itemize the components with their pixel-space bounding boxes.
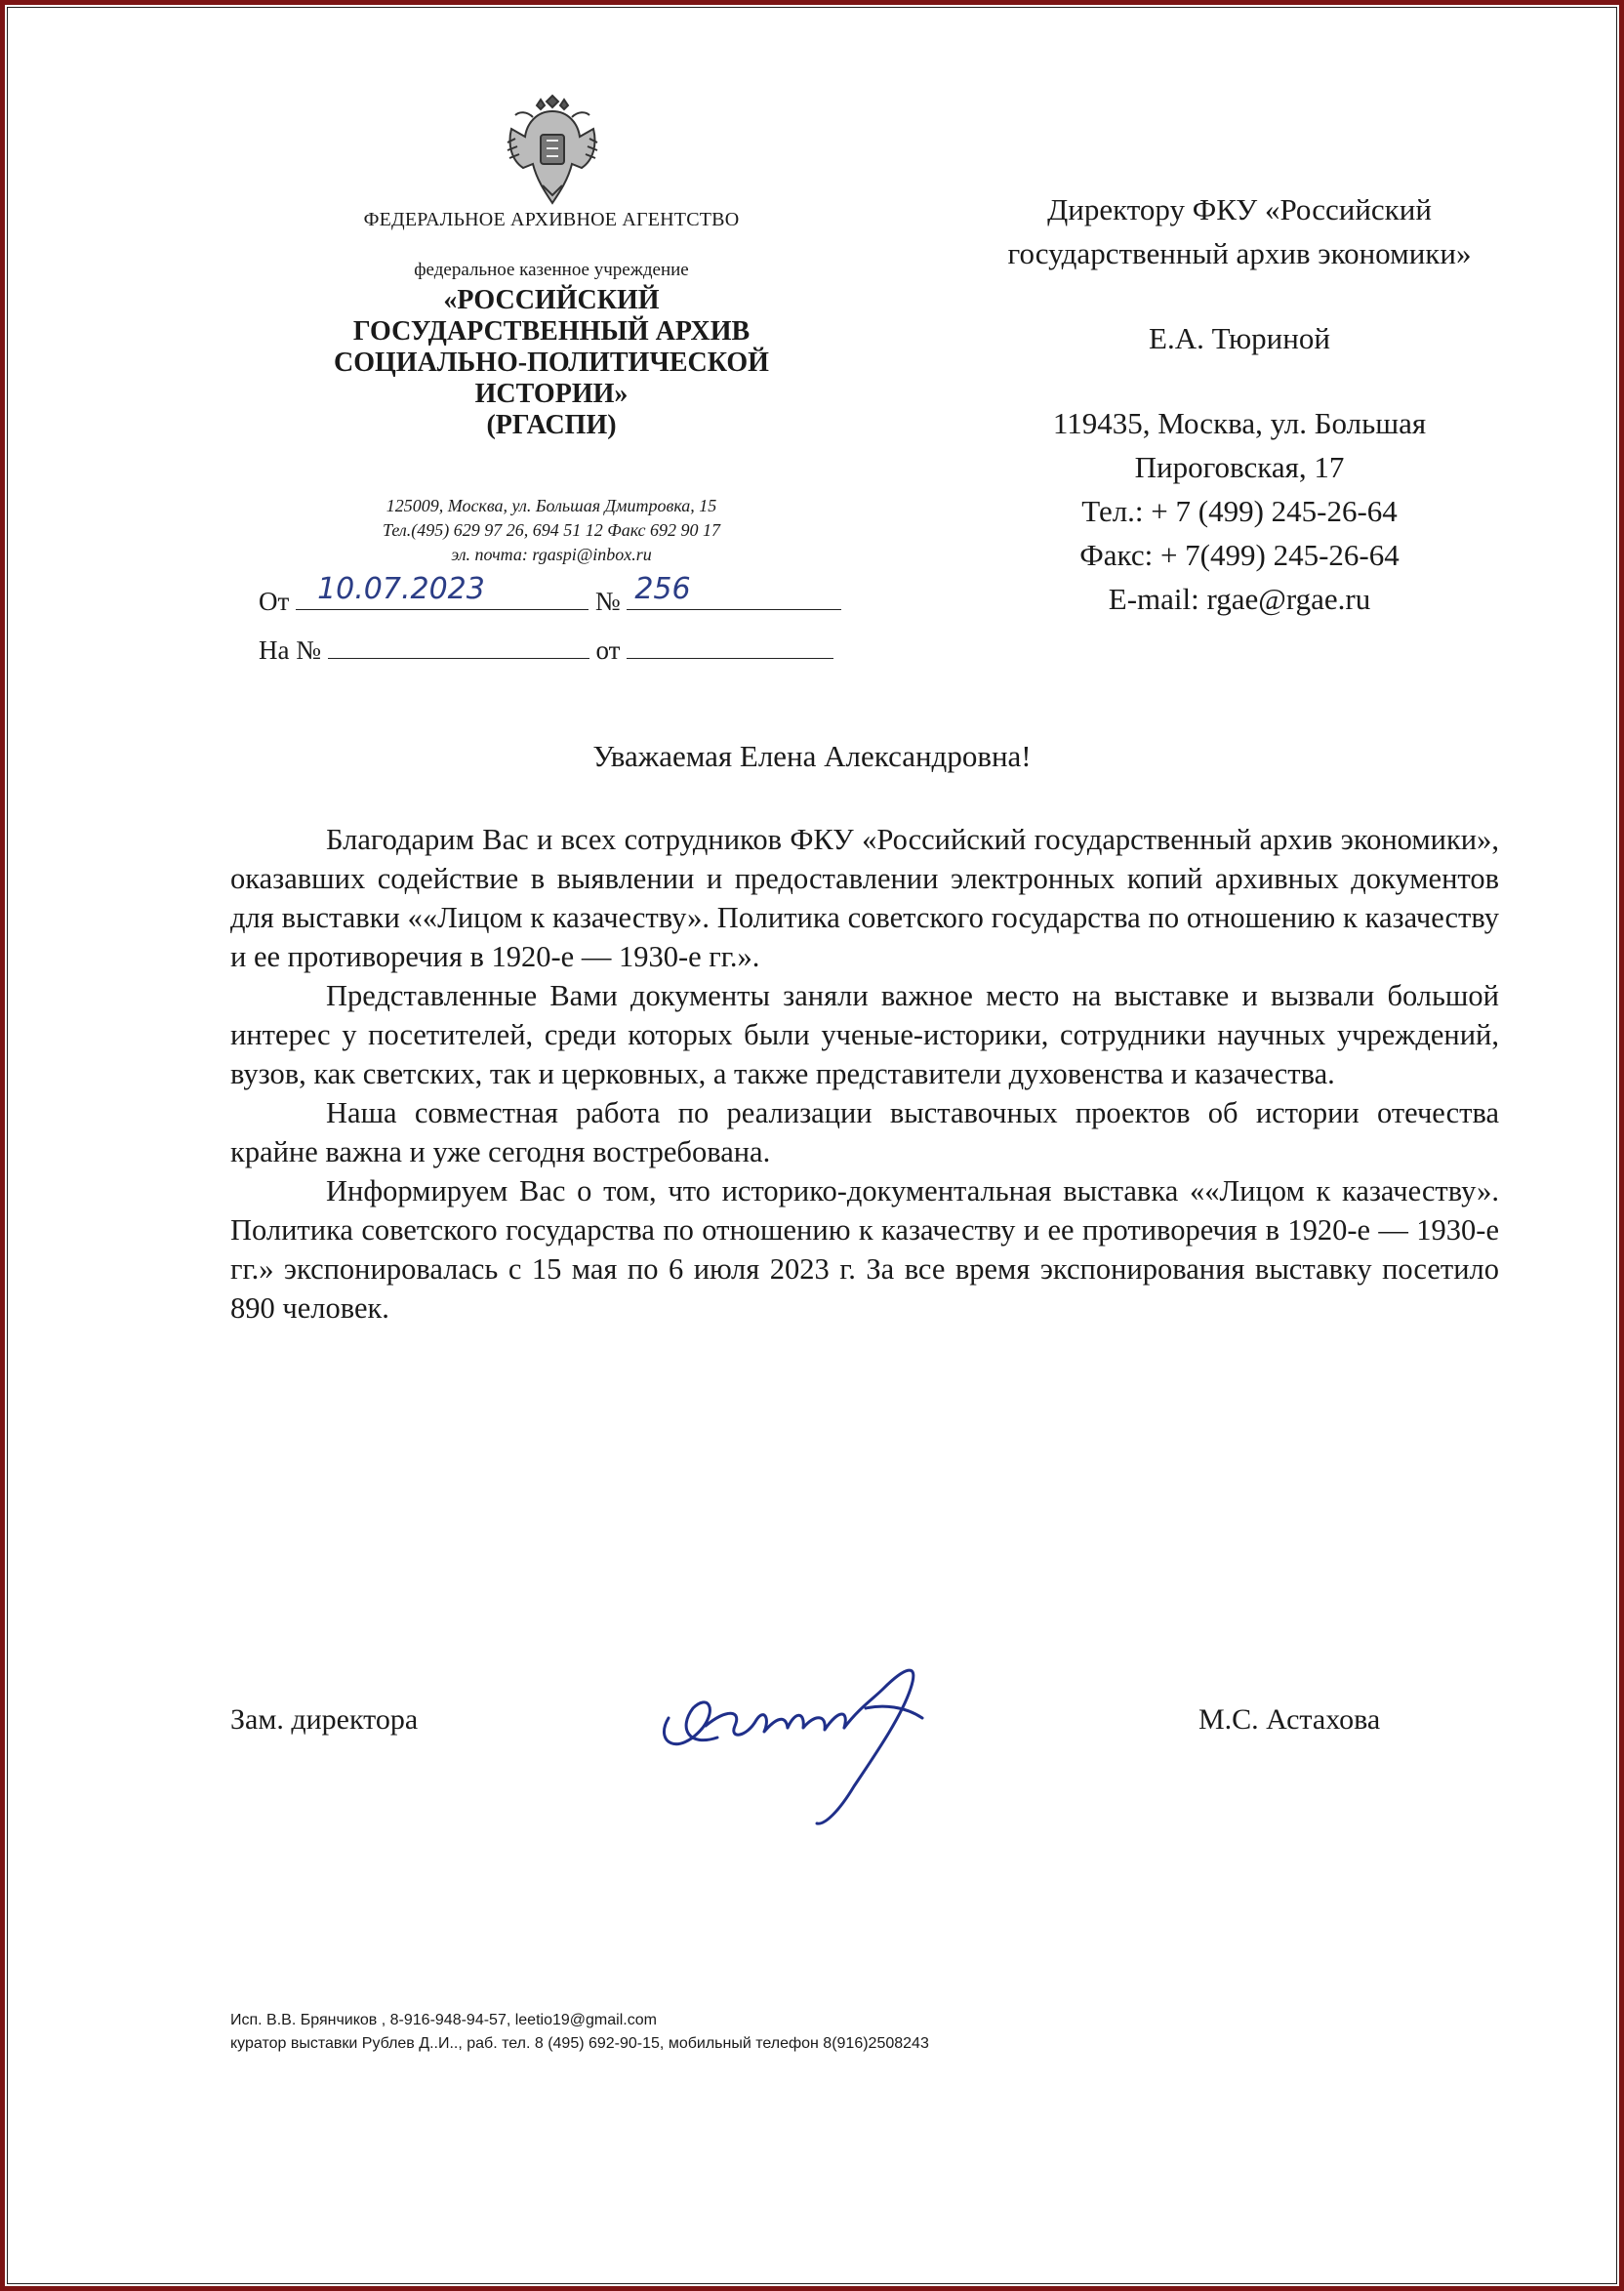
agency-name: ФЕДЕРАЛЬНОЕ АРХИВНОЕ АГЕНТСТВО bbox=[363, 209, 740, 230]
handwritten-date: 10.07.2023 bbox=[317, 572, 485, 606]
institution-name-line: «РОССИЙСКИЙ bbox=[443, 285, 660, 315]
executor-line: Исп. В.В. Брянчиков , 8-916-948-94-57, leetio19@gmail.com bbox=[230, 2012, 657, 2028]
body-paragraph: Информируем Вас о том, что историко-документальная выставка ««Лицом к казачеству». Политика советского государства по отношению к казачеству и ее противоречия в 1920-е — 1930-е гг.» экспонировалась с 15 мая по 6 июля 2023 г. За все время экспонирования выставку посетило 890 человек. bbox=[230, 1174, 1499, 1325]
addressee-address: Пироговская, 17 bbox=[1134, 450, 1345, 484]
addressee-address: 119435, Москва, ул. Большая bbox=[1052, 406, 1427, 440]
institution-type: федеральное казенное учреждение bbox=[414, 260, 689, 280]
contact-phones: Тел.(495) 629 97 26, 694 51 12 Факс 692 90 17 bbox=[383, 520, 720, 540]
institution-contacts bbox=[254, 494, 849, 567]
addressee-fax: Факс: + 7(499) 245-26-64 bbox=[1079, 538, 1400, 572]
addressee-email: E-mail: rgae@rgae.ru bbox=[1108, 582, 1371, 616]
reply-number-field bbox=[328, 633, 589, 659]
institution-name-line: СОЦИАЛЬНО-ПОЛИТИЧЕСКОЙ bbox=[334, 348, 769, 378]
handwritten-signature bbox=[649, 1650, 961, 1835]
salutation: Уважаемая Елена Александровна! bbox=[592, 739, 1032, 773]
contact-address: 125009, Москва, ул. Большая Дмитровка, 15 bbox=[386, 496, 717, 515]
registration-reply bbox=[259, 633, 833, 666]
institution-name-line: ИСТОРИИ» bbox=[474, 379, 629, 409]
reply-from-label: от bbox=[595, 635, 621, 665]
body-paragraph: Представленные Вами документы заняли важное место на выставке и вызвали большой интерес у посетителей, среди которых были ученые-историки, сотрудники научных учреждений, вузов, как светских, так и церковных, а также представители духовенства и казачества. bbox=[230, 979, 1499, 1090]
number-label: № bbox=[594, 587, 621, 616]
signatory-name: М.С. Астахова bbox=[1198, 1703, 1381, 1736]
body-paragraph: Наша совместная работа по реализации выставочных проектов об истории отечества крайне важна и уже сегодня востребована. bbox=[230, 1096, 1499, 1168]
institution-abbreviation: (РГАСПИ) bbox=[486, 410, 617, 440]
handwritten-number: 256 bbox=[634, 572, 691, 606]
institution-name-line: ГОСУДАРСТВЕННЫЙ АРХИВ bbox=[352, 316, 751, 347]
addressee-phone: Тел.: + 7 (499) 245-26-64 bbox=[1081, 494, 1398, 528]
footer-contacts bbox=[230, 2009, 929, 2056]
contact-email: эл. почта: rgaspi@inbox.ru bbox=[451, 545, 652, 564]
curator-line: куратор выставки Рублев Д..И.., раб. тел. 8 (495) 692-90-15, мобильный телефон 8(916)2508243 bbox=[230, 2035, 929, 2052]
addressee-position: государственный архив экономики» bbox=[1007, 236, 1472, 270]
body-paragraph: Благодарим Вас и всех сотрудников ФКУ «Российский государственный архив экономики», оказавших содействие в выявлении и предоставлении электронных копий архивных документов для выставки ««Лицом к казачеству». Политика советского государства по отношению к казачеству и ее противоречия в 1920-е — 1930-е гг.». bbox=[230, 823, 1499, 973]
addressee-name: Е.А. Тюриной bbox=[1149, 321, 1330, 355]
from-label: От bbox=[259, 587, 290, 616]
number-field bbox=[627, 572, 841, 610]
registration-outgoing bbox=[259, 572, 841, 617]
signatory-position: Зам. директора bbox=[230, 1703, 419, 1736]
coat-of-arms-icon bbox=[498, 90, 607, 209]
letter-body bbox=[230, 820, 1499, 1328]
addressee-block bbox=[937, 187, 1542, 621]
reply-date-field bbox=[627, 633, 833, 659]
reply-label: На № bbox=[259, 635, 321, 665]
date-field bbox=[296, 572, 589, 610]
institution-name bbox=[254, 285, 849, 441]
addressee-position: Директору ФКУ «Российский bbox=[1047, 192, 1432, 226]
